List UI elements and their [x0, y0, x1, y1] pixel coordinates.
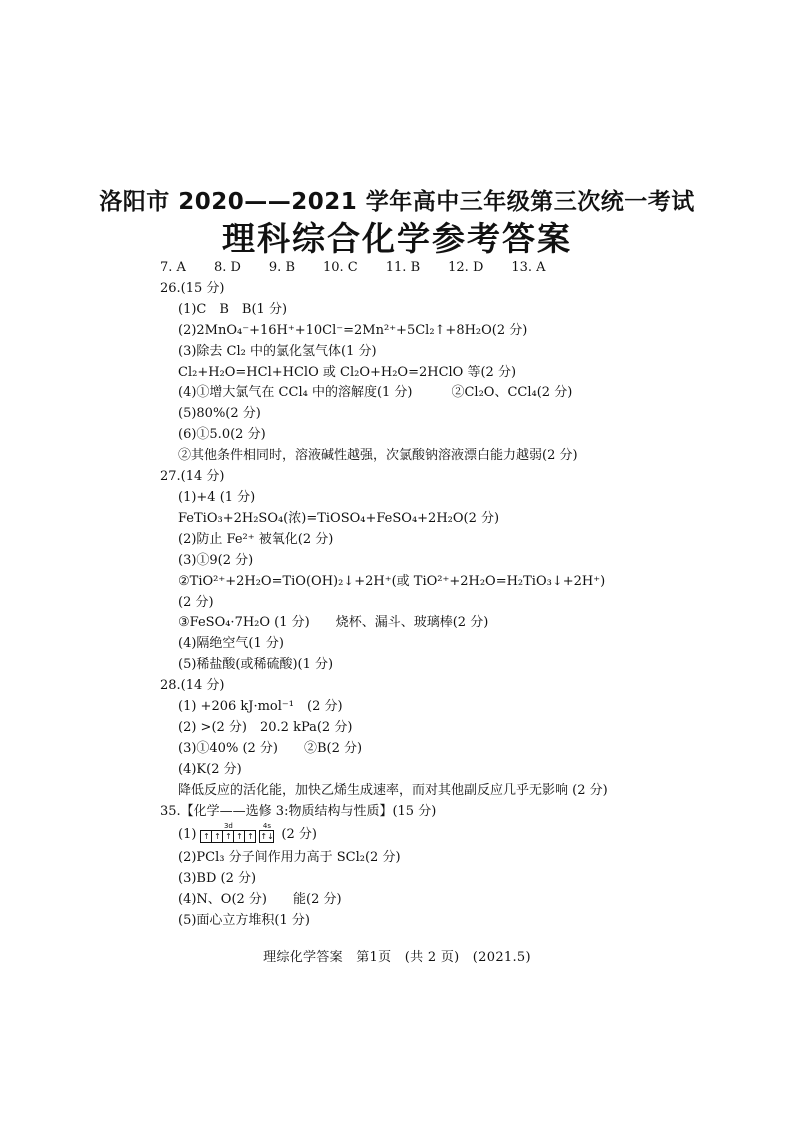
- orbital-3d-boxes: [200, 830, 256, 843]
- exam-title: 洛阳市 2020——2021 学年高中三年级第三次统一考试: [99, 189, 695, 215]
- mc-answer: 8. D: [213, 260, 241, 275]
- q35-answer-1-suffix: (2 分): [281, 827, 317, 843]
- q35-heading: 35.【化学——选修 3:物质结构与性质】(15 分): [160, 803, 437, 819]
- mc-answer: 13. A: [511, 260, 546, 275]
- q28-answer-2: (2) >(2 分) 20.2 kPa(2 分): [178, 719, 353, 735]
- orbital-box: ↑: [212, 831, 223, 842]
- q27-answer-1b: FeTiO₃+2H₂SO₄(浓)=TiOSO₄+FeSO₄+2H₂O(2 分): [178, 510, 500, 526]
- q35-answer-4: (4)N、O(2 分) 能(2 分): [178, 892, 342, 908]
- q35-answer-1: [160, 822, 780, 848]
- orbital-3d-group: [200, 822, 256, 843]
- q26-answer-4: (4)①增大氯气在 CCl₄ 中的溶解度(1 分) ②Cl₂O、CCl₄(2 分): [178, 385, 573, 401]
- q27-answer-3c: (2 分): [178, 594, 214, 610]
- answer-key-title: 理科综合化学参考答案: [222, 219, 572, 258]
- q28-answer-1: (1) +206 kJ·mol⁻¹ (2 分): [178, 699, 343, 715]
- q28-answer-4: (4)K(2 分): [178, 761, 242, 777]
- q35-answer-5: (5)面心立方堆积(1 分): [178, 913, 310, 929]
- page-footer: 理综化学答案 第1页 (共 2 页) (2021.5): [263, 950, 531, 965]
- q35-answer-1-prefix: (1): [178, 827, 197, 843]
- q27-answer-3d: ③FeSO₄·7H₂O (1 分) 烧杯、漏斗、玻璃棒(2 分): [178, 615, 489, 631]
- q27-heading: 27.(14 分): [160, 469, 225, 485]
- q27-answer-3b: ②TiO²⁺+2H₂O=TiO(OH)₂↓+2H⁺(或 TiO²⁺+2H₂O=H₂TiO₃↓+2H⁺): [178, 573, 606, 589]
- q28-answer-4b: 降低反应的活化能，加快乙烯生成速率，而对其他副反应几乎无影响 (2 分): [178, 782, 608, 798]
- multiple-choice-answers: [160, 258, 780, 279]
- q35-answer-3: (3)BD (2 分): [178, 871, 257, 887]
- answer-content: [160, 258, 780, 932]
- q26-answer-3b: Cl₂+H₂O=HCl+HClO 或 Cl₂O+H₂O=2HClO 等(2 分): [178, 364, 517, 380]
- mc-answer: 7. A: [160, 260, 186, 275]
- q27-answer-1: (1)+4 (1 分): [178, 489, 256, 505]
- orbital-4s-group: [259, 822, 274, 843]
- q26-answer-6: (6)①5.0(2 分): [178, 427, 266, 443]
- orbital-3d-label: 3d: [223, 822, 233, 831]
- q28-heading: 28.(14 分): [160, 678, 225, 694]
- q26-heading: 26.(15 分): [160, 280, 225, 296]
- orbital-diagram: [200, 822, 277, 843]
- q35-answer-2: (2)PCl₃ 分子间作用力高于 SCl₂(2 分): [178, 850, 401, 866]
- q27-answer-5: (5)稀盐酸(或稀硫酸)(1 分): [178, 657, 334, 673]
- q26-answer-5: (5)80%(2 分): [178, 406, 261, 422]
- q27-answer-4: (4)隔绝空气(1 分): [178, 636, 284, 652]
- q26-answer-6b: ②其他条件相同时，溶液碱性越强，次氯酸钠溶液漂白能力越弱(2 分): [178, 448, 578, 464]
- orbital-box: ↑↓: [260, 832, 274, 842]
- q26-answer-1: (1)C B B(1 分): [178, 301, 288, 317]
- orbital-4s-label: 4s: [262, 822, 271, 831]
- orbital-box: ↑: [247, 832, 254, 842]
- orbital-box: ↑: [201, 831, 212, 842]
- orbital-box: ↑: [223, 831, 234, 842]
- q26-answer-3: (3)除去 Cl₂ 中的氯化氢气体(1 分): [178, 343, 377, 359]
- q26-answer-2: (2)2MnO₄⁻+16H⁺+10Cl⁻=2Mn²⁺+5Cl₂↑+8H₂O(2 分): [178, 322, 528, 338]
- q27-answer-2: (2)防止 Fe²⁺ 被氧化(2 分): [178, 531, 334, 547]
- q27-answer-3: (3)①9(2 分): [178, 552, 254, 568]
- mc-answer: 12. D: [448, 260, 484, 275]
- orbital-box: ↑: [234, 831, 245, 842]
- orbital-4s-boxes: [259, 830, 274, 843]
- mc-answer: 9. B: [268, 260, 295, 275]
- mc-answer: 11. B: [385, 260, 421, 275]
- mc-answer: 10. C: [323, 260, 358, 275]
- q28-answer-3: (3)①40% (2 分) ②B(2 分): [178, 740, 363, 756]
